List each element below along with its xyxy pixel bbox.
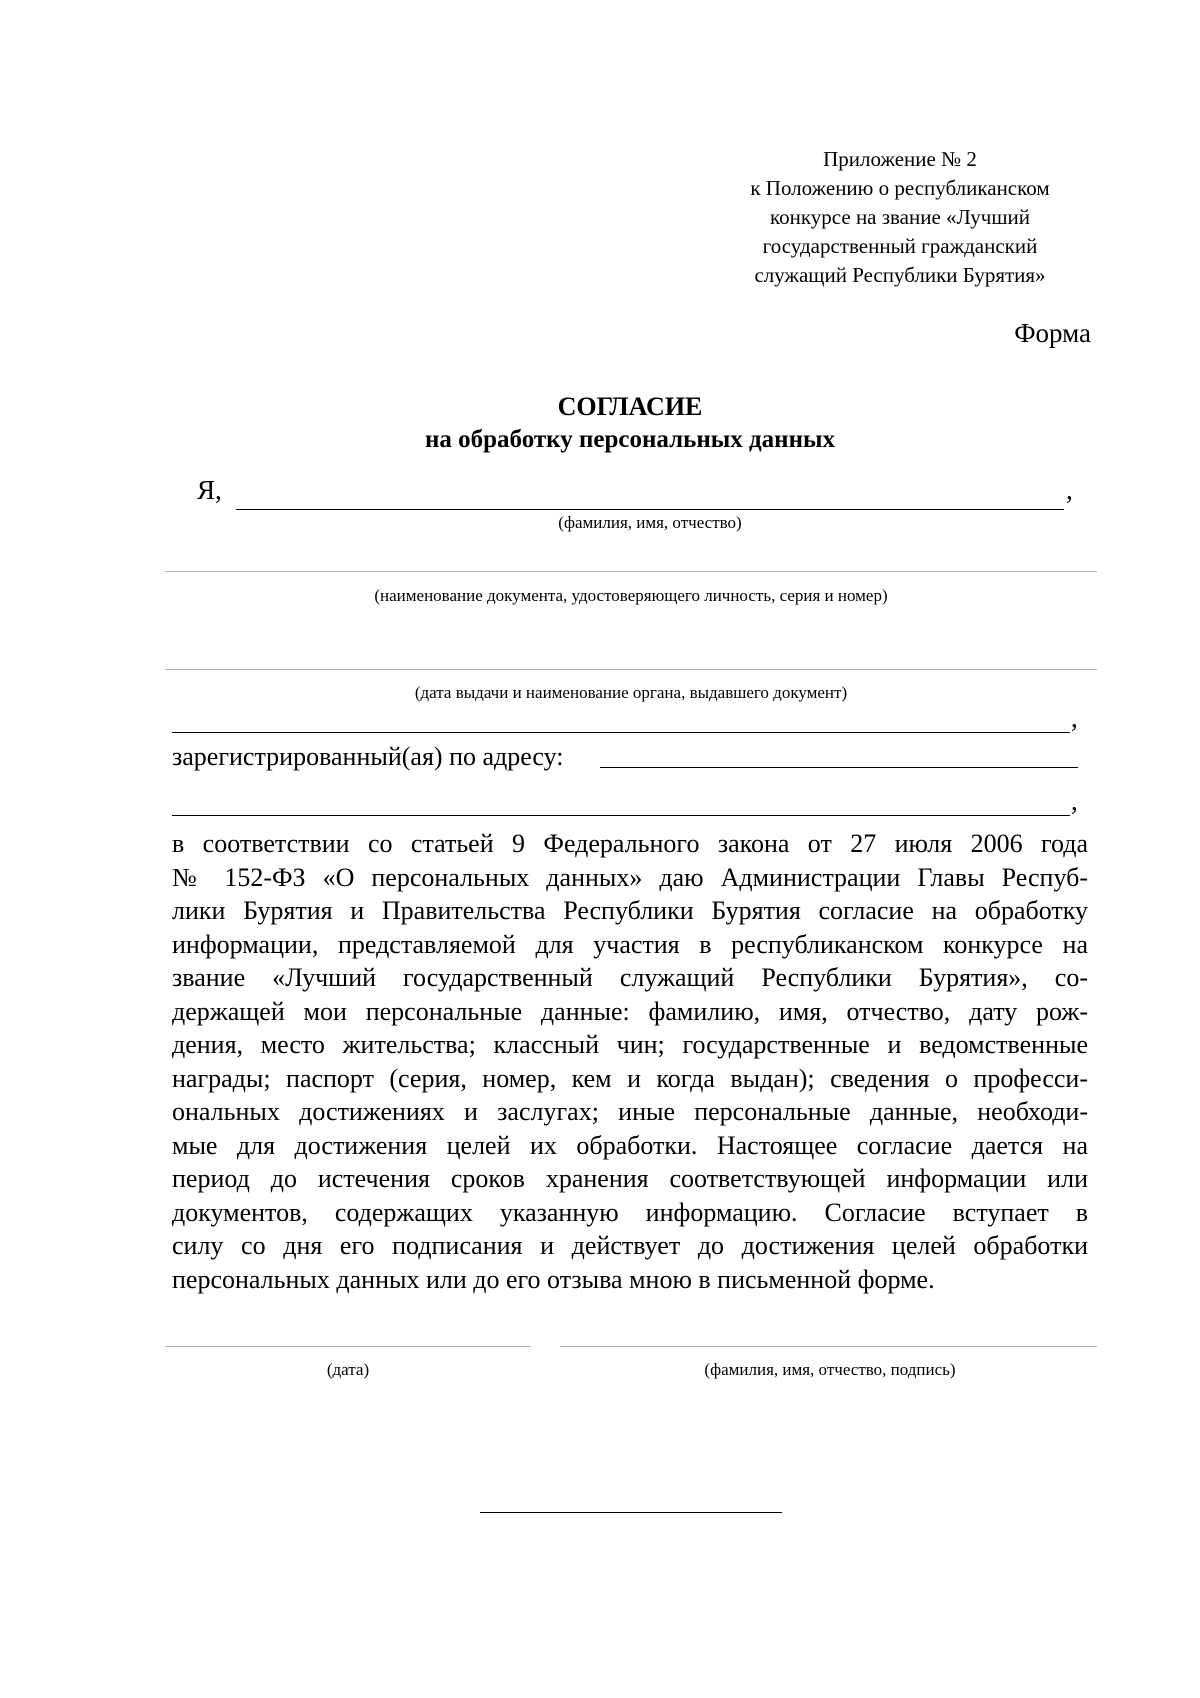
appendix-header [700,145,1100,290]
appendix-line: служащий Республики Бурятия» [754,263,1046,287]
document-input-line[interactable] [165,571,1097,572]
address-label: зарегистрированный(ая) по адресу: [172,742,564,771]
body-line: № 152-ФЗ «О персональных данных» даю Администрации Главы Респуб- [172,862,1088,892]
body-line: в соответствии со статьей 9 Федерального закона от 27 июля 2006 года [172,829,1088,858]
body-line: дения, место жительства; классный чин; государственные и ведомственные [172,1030,1088,1059]
consent-body [172,827,1088,1296]
body-line: информации, представляемой для участия в республиканском конкурсе на [172,929,1088,959]
appendix-line: государственный гражданский [762,234,1038,258]
appendix-line: к Положению о республиканском [750,176,1050,200]
body-line: мые для достижения целей их обработки. Настоящее согласие дается на [172,1130,1088,1160]
fio-caption: (фамилия, имя, отчество) [558,513,742,532]
body-line: персональных данных или до его отзыва мною в письменной форме. [172,1264,935,1294]
date-caption: (дата) [326,1360,370,1379]
document-caption: (наименование документа, удостоверяющего личность, серия и номер) [374,586,888,605]
signature-input-line[interactable] [560,1346,1097,1347]
body-line: держащей мои персональные данные: фамилию, имя, отчество, дату рож- [172,996,1088,1026]
document-title: СОГЛАСИЕ [557,392,703,421]
issue-input-line[interactable] [165,669,1097,670]
date-input-line[interactable] [165,1346,531,1347]
body-line: документов, содержащих указанную информацию. Согласие вступает в [172,1197,1088,1227]
form-label: Форма [1014,318,1091,348]
issue-comma: , [1071,703,1078,733]
issue-caption: (дата выдачи и наименование органа, выдавшего документ) [414,683,848,702]
body-line: лики Бурятия и Правительства Республики Бурятия согласие на обработку [172,896,1088,925]
fio-comma: , [1066,475,1073,505]
address-continuation-line[interactable] [172,815,1070,816]
body-line: звание «Лучший государственный служащий Республики Бурятия», со- [172,963,1088,992]
address-comma: , [1071,786,1078,816]
document-subtitle: на обработку персональных данных [425,426,835,453]
body-line: период до истечения сроков хранения соответствующей информации или [172,1164,1088,1193]
body-line: награды; паспорт (серия, номер, кем и когда выдан); сведения о професси- [172,1063,1088,1093]
closing-separator [480,1512,782,1513]
fio-input-line[interactable] [236,509,1064,510]
body-line: ональных достижениях и заслугах; иные персональные данные, необходи- [172,1097,1088,1126]
appendix-line: конкурсе на звание «Лучший [770,205,1030,229]
body-line: силу со дня его подписания и действует до достижения целей обработки [172,1231,1088,1260]
address-input-line[interactable] [600,767,1078,768]
ya-label: Я, [197,475,222,505]
issue-continuation-line[interactable] [172,732,1070,733]
appendix-line: Приложение № 2 [823,147,977,171]
signature-caption: (фамилия, имя, отчество, подпись) [704,1360,956,1379]
